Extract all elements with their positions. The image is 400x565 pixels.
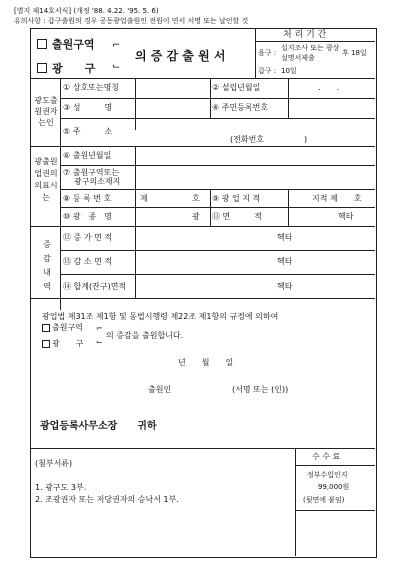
form-number: [별지 제14호서식] (개정 '88. 4.22. '95. 5. 6) bbox=[14, 7, 159, 15]
option-mine: 광 구 bbox=[52, 62, 96, 75]
decl-bracket-top: ⌐ bbox=[96, 324, 103, 333]
field-total-area: ⑭ 합계(잔구)면적 bbox=[63, 282, 127, 291]
field-area-loc-1: ⑦ 출원구역또는 bbox=[63, 168, 120, 177]
recipient: 광업등록사무소장 귀하 bbox=[40, 421, 157, 432]
field-mineral: ⑩ 광 종 명 bbox=[63, 212, 112, 221]
attach-title: (첨부서류) bbox=[35, 459, 73, 468]
gap-value: 10일 bbox=[281, 67, 297, 75]
phone-label: (전화번호 ) bbox=[230, 135, 308, 144]
reg-no-prefix: 제 bbox=[140, 194, 148, 203]
period-header: 처 리 기 간 bbox=[283, 30, 327, 40]
attach-item-1: 1. 광구도 3부. bbox=[35, 483, 87, 492]
area-unit: 헥타 bbox=[338, 212, 354, 221]
option-area: 출원구역 bbox=[52, 38, 95, 51]
field-inc-area: ⑫ 증 가 면 적 bbox=[63, 233, 113, 242]
total-area-unit: 헥타 bbox=[277, 282, 293, 291]
section-change-label: 증감내역 bbox=[43, 240, 51, 291]
reg-no-suffix: 호 bbox=[192, 194, 200, 203]
bracket-top: ⌐ bbox=[112, 40, 121, 51]
gap-label: 갑구 : bbox=[258, 67, 277, 75]
section-display-label: 광출원업권의의표시는 bbox=[34, 157, 58, 202]
field-trade-name: ① 상호또는명칭 bbox=[63, 83, 120, 92]
fee-note: (뒷면에 붙임) bbox=[303, 496, 345, 504]
sign-label: (서명 또는 (인)) bbox=[232, 385, 289, 394]
date-line: 년 월 일 bbox=[178, 358, 234, 367]
form-title: 의 증 감 출 원 서 bbox=[135, 49, 226, 63]
mineral-suffix: 광 bbox=[192, 212, 200, 221]
decl-area-checkbox[interactable] bbox=[42, 324, 50, 332]
field-area-loc-2: 광구의소재지 bbox=[74, 177, 121, 186]
section-owner-label: 광도출원권자는인 bbox=[34, 96, 58, 127]
mine-checkbox[interactable] bbox=[37, 63, 47, 73]
declaration-line1: 광업법 제31조 제1항 및 동법시행령 제22조 제1항의 규정에 의하여 bbox=[42, 312, 279, 321]
field-dec-area: ⑬ 감 소 면 적 bbox=[63, 257, 113, 266]
inc-area-unit: 헥타 bbox=[277, 233, 293, 242]
trade-name-value[interactable] bbox=[136, 79, 209, 97]
notice-text: 유의사항 : 갑구출원의 경우 공동광업출원인 전원이 연서 서명 또는 날인할 것 bbox=[14, 17, 249, 25]
eul-value: 실지조사 또는 광상설명서제출 bbox=[281, 44, 340, 62]
field-est-date: ② 설립년월일 bbox=[212, 83, 261, 92]
field-reg-no: ⑧ 등 록 번 호 bbox=[63, 194, 112, 203]
decl-bracket-bottom: ⌙ bbox=[96, 337, 103, 346]
eul-after: 후 18일 bbox=[342, 49, 367, 57]
fee-line1: 정부수입인지 bbox=[307, 471, 348, 479]
field-resident-no: ④ 주민등록번호 bbox=[212, 103, 269, 112]
fee-title: 수 수 료 bbox=[312, 452, 341, 461]
fee-amount: 99,000원 bbox=[318, 483, 350, 491]
field-mine-map: ⑨ 광 업 지 적 bbox=[212, 194, 261, 203]
map-no: 지적 제 호 bbox=[312, 194, 362, 203]
decl-mine-checkbox[interactable] bbox=[42, 340, 50, 348]
est-date-value[interactable]: . . bbox=[318, 83, 340, 92]
decl-opt-mine: 광 구 bbox=[52, 339, 84, 348]
applicant-label: 출원인 bbox=[148, 385, 172, 394]
field-apply-date: ⑥ 출원년월일 bbox=[63, 151, 112, 160]
attach-item-2: 2. 조광권자 또는 저당권자의 승낙서 1부. bbox=[35, 495, 179, 504]
field-name: ③ 성 명 bbox=[63, 103, 113, 112]
declaration-line2: 의 증감을 출원합니다. bbox=[106, 331, 184, 340]
bracket-bottom: ⌙ bbox=[112, 61, 121, 72]
field-address: ⑤ 주 소 bbox=[63, 127, 113, 136]
dec-area-unit: 헥타 bbox=[277, 257, 293, 266]
area-checkbox[interactable] bbox=[37, 39, 47, 49]
decl-opt-area: 출원구역 bbox=[52, 323, 83, 332]
eul-label: 을구 : bbox=[258, 49, 277, 57]
field-area: ⑪ 면 적 bbox=[212, 212, 262, 221]
